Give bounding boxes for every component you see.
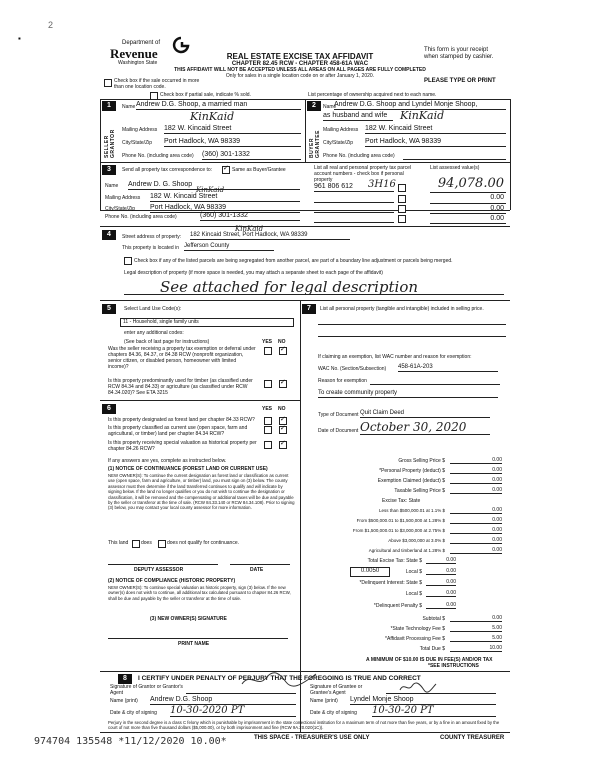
parcel-1[interactable]: 961 806 612 [314,183,394,192]
notice-1-body: NEW OWNER(S): To continue the current designation as forest land or classification as current use (open space, farm and agriculture, or timber) land, you must sign on (3) below. The county assessor must then determine if the land transferred continues to qualify and will indicate by signing below. If the land no longer qualifies or you do not wish to continue the designation or classification, it will be removed and the compensating or additional taxes will be due and payable by the seller or transferor at the time of sale. (RCW 84.33.140 or RCW 84.34.108). Prior to signing (3) below, you may contact your local county assessor for more information. [108,473,295,511]
exemption-claim-label: If claiming an exemption, list WAC number and reason for exemption: [318,354,472,360]
doc-type-value[interactable]: Quit Claim Deed [360,410,490,418]
ag-value[interactable]: 0.00 [450,547,502,554]
tax-addr-handwriting: KinKaid [196,186,225,194]
form-chapter: CHAPTER 82.45 RCW - CHAPTER 458-61A WAC [231,61,369,67]
s6-yes-header: YES [262,406,273,412]
dor-logo [110,40,180,66]
same-as-buyer-label: Same as Buyer/Grantee [232,167,286,173]
street-handwriting: KinKaid [235,225,264,233]
tax-phone[interactable]: (360) 301-1332 [200,212,300,221]
corner-mark: 2 [48,20,54,30]
form-warning: THIS AFFIDAVIT WILL NOT BE ACCEPTED UNLESS ALL AREAS ON ALL PAGES ARE FULLY COMPLETED [174,67,426,73]
grantee-sig-label: Signature of Grantee or Grantee's Agent [310,684,363,696]
tax-address[interactable]: 182 W. Kincaid Street [150,193,300,202]
reason-value[interactable]: To create community property [318,390,498,398]
buyer-phone[interactable] [403,151,506,160]
parcel-1-value[interactable]: 94,078.00 [437,176,504,191]
recording-stamp: 974704 135548 *11/12/2020 10.00* [34,736,227,747]
section-5-number: 5 [102,304,116,314]
see-back-label: (See back of last page for instructions) [124,339,210,345]
buyer-name[interactable]: Andrew D.G. Shoop and Lyndel Monje Shoop, [334,101,506,110]
revenue-swirl-icon [172,36,190,56]
perjury-notice: Perjury in the second degree is a class C felony which is punishable by imprisonment in the state correctional institution for a maximum term of not more than five years, or by a fine in an amount fixed by the court of not more than five thousand dollars ($5,000.00), or by both imprisonment and fine (RCW 9A.20.020(1C)). [108,720,500,731]
buyer-address[interactable]: 182 W. Kincaid Street [365,125,506,134]
grantor-date[interactable]: 10-30-2020 PT [170,705,296,717]
subtotal-value[interactable]: 0.00 [450,615,502,622]
buyer-label: BUYER GRANTEE [309,130,321,158]
logo-dept: Department of [122,40,161,46]
seller-city-label: City/State/Zip [122,140,153,146]
affidavit-fee-label: *Affidavit Processing Fee $ [385,636,445,642]
grantor-date-label: Date & city of signing [110,710,157,716]
s6-q3-yes[interactable] [264,441,272,449]
assessor-date-label: DATE [250,567,264,573]
s5-q1-yes[interactable] [264,347,272,355]
buyer-city[interactable]: Port Hadlock, WA 98339 [365,138,506,147]
tax-name[interactable]: Andrew D. G. Shoop [128,181,300,190]
s6-q1-yes[interactable] [264,417,272,425]
seller-name-label: Name [122,104,136,110]
total-state-label: Total Excise Tax: State $ [367,558,422,564]
county-treasurer-label: COUNTY TREASURER [440,735,505,741]
buyer-address-label: Mailing Address [323,127,359,133]
gross-value[interactable]: 0.00 [450,457,502,464]
street-address[interactable]: 182 Kincaid Street, Port Hadlock, WA 98339 [190,232,350,240]
notice-2-body: NEW OWNER(S): To continue special valuation as historic property, sign (3) below. If the new owner(s) does not wish to continue, all additional tax calculated pursuant to chapter 84.26 RCW, shall be due and payable by the seller or transferor at the time of sale. [108,585,291,601]
certify-statement: I CERTIFY UNDER PENALTY OF PERJURY THAT THE FOREGOING IS TRUE AND CORRECT [138,675,421,682]
local-label: Local $ [405,569,422,575]
gross-label: Gross Selling Price $ [398,458,445,464]
seller-phone[interactable]: (360) 301-1332 [202,151,301,160]
land-does-not-checkbox[interactable] [158,540,166,548]
county-value[interactable]: Jefferson County [184,243,274,251]
total-state-value[interactable]: 0.00 [426,557,456,564]
parcel-1-personal-checkbox[interactable] [398,184,406,192]
section-2-number: 2 [307,101,321,111]
bracket-1-label: Less than $500,000.01 at 1.1% $ [378,508,445,513]
tech-fee-label: *State Technology Fee $ [390,626,445,632]
section-6-number: 6 [102,404,116,414]
tax-city[interactable]: Port Hadlock, WA 98339 [150,204,300,213]
grantee-name[interactable]: Lyndel Monje Shoop [350,696,496,705]
s6-no-header: NO [278,406,286,412]
parcel-2-personal-checkbox[interactable] [398,195,406,203]
s6-q2: Is this property classified as current use (open space, farm and agricultural, or timber) land per chapter 84.34 RCW? [108,425,248,437]
affidavit-fee-value[interactable]: 5.00 [450,635,502,642]
doc-type-label: Type of Document [318,412,359,418]
delinquent-state-label: *Delinquent Interest: State $ [359,580,422,586]
form-only-for: Only for sales in a single location code on or after January 1, 2020. [225,73,375,79]
s5-q2-no[interactable] [279,380,287,388]
multi-location-label: Check box if the sale occurred in more than one location code. [114,78,200,90]
new-owner-signature-label: (3) NEW OWNER(S) SIGNATURE [150,616,227,622]
ag-label: Agricultural and timberland at 1.28% $ [368,548,445,553]
deputy-assessor-label: DEPUTY ASSESSOR [134,567,184,573]
seller-phone-label: Phone No. (including area code) [122,153,194,159]
form-title: REAL ESTATE EXCISE TAX AFFIDAVIT [226,52,374,61]
doc-date-label: Date of Document [318,428,359,434]
notice-1-title: (1) NOTICE OF CONTINUANCE (FOREST LAND OR CURRENT USE) [108,466,268,472]
seller-city[interactable]: Port Hadlock, WA 98339 [164,138,301,147]
logo-revenue: Revenue [110,46,158,61]
s5-no-header: NO [278,339,286,345]
s5-q2-yes[interactable] [264,380,272,388]
exemption-value[interactable]: 0.00 [450,477,502,484]
treasurer-use-label: THIS SPACE - TREASURER'S USE ONLY [254,735,370,741]
wac-label: WAC No. (Section/Subsection) [318,366,387,372]
bracket-4-label: Above $3,000,000 at 3.0% $ [388,538,445,543]
please-type: PLEASE TYPE OR PRINT [424,78,496,84]
taxable-value[interactable]: 0.00 [450,487,502,494]
land-use-select[interactable]: 11 - Household, single family units [120,318,294,327]
tax-name-label: Name [105,183,119,189]
buyer-city-label: City/State/Zip [323,140,354,146]
penalty-value[interactable]: 0.00 [426,602,456,609]
tax-address-label: Mailing Address [105,195,141,201]
print-name-label: PRINT NAME [178,641,210,647]
receipt-note: This form is your receipt when stamped by cashier. [424,47,494,60]
grantee-signature-icon [398,680,438,694]
s5-q2: Is this property predominantly used for timber (as classified under RCW 84.34 and 84.33) or agriculture (as classified under RCW 84.34.020)? See ETA 3215 [108,378,253,396]
s5-q1: Was the seller receiving a property tax exemption or deferral under chapters 84.36, 84.37, or 84.38 RCW (nonprofit organization, senior citizen, or disabled person, homeowner with limited income)? [108,346,256,370]
tax-city-label: City/State/Zip [105,206,136,212]
s6-q3-no[interactable] [279,441,287,449]
wac-value[interactable]: 458-61A-203 [398,364,498,372]
parcel-1-handwriting: 3H16 [368,179,396,190]
logo-state: Washington State [118,60,158,66]
subtotal-label: Subtotal $ [422,616,445,622]
section-7-number: 7 [302,304,316,314]
parcel-3-value[interactable]: 0.00 [490,205,504,212]
multi-location-checkbox[interactable] [104,79,112,87]
excise-state-label: Excise Tax: State [382,498,421,504]
section-3-number: 3 [102,165,116,175]
see-instructions: *SEE INSTRUCTIONS [428,663,479,669]
total-due-label: Total Due $ [419,646,445,652]
legal-label: Legal description of property (if more space is needed, you may attach a separate sheet to each page of the affidavit) [124,270,383,276]
additional-codes-label: enter any additional codes: [124,330,184,336]
parcel-3-personal-checkbox[interactable] [398,205,406,213]
parcels-value-header: List assessed value(s) [430,165,480,171]
bracket-2-label: From $500,000.01 to $1,500,000 at 1.28% $ [356,518,445,523]
delinquent-state-value[interactable]: 0.00 [426,579,456,586]
buyer-name-2[interactable]: as husband and wife [323,112,393,121]
seller-name[interactable]: Andrew D.G. Shoop, a married man [136,101,301,110]
doc-date-value[interactable]: October 30, 2020 [360,420,490,435]
taxable-label: Taxable Selling Price $ [394,488,445,494]
exemption-label: Exemption Claimed (deduct) $ [377,478,445,484]
bracket-1-value[interactable]: 0.00 [450,507,502,514]
s5-q1-no[interactable] [279,347,287,355]
seller-address[interactable]: 182 W. Kincaid Street [164,125,301,134]
delinquent-local-value[interactable]: 0.00 [426,590,456,597]
legal-description[interactable]: See attached for legal description [160,278,419,296]
minimum-note: A MINIMUM OF $10.00 IS DUE IN FEE(S) AND/OR TAX [366,657,493,663]
bracket-3-value[interactable]: 0.00 [450,527,502,534]
bracket-2-value[interactable]: 0.00 [450,517,502,524]
parcel-2-value[interactable]: 0.00 [490,194,504,201]
delinquent-local-label: Local $ [405,591,422,597]
segregated-label: Check box if any of the listed parcels are being segregated from another parcel, are part of a boundary line adjustment or parcels being merged. [134,258,453,264]
tech-fee-value[interactable]: 5.00 [450,625,502,632]
s6-q3: Is this property receiving special valuation as historical property per chapter 84.26 RCW? [108,440,257,452]
personal-property-label: List all personal property (tangible and intangible) included in selling price. [320,306,484,312]
notice-2-title: (2) NOTICE OF COMPLIANCE (HISTORIC PROPERTY) [108,578,236,584]
local-rate[interactable]: 0.0050 [350,567,390,577]
total-due-value[interactable]: 10.00 [450,645,502,652]
grantor-sig-label: Signature of Grantor or Grantor's Agent [110,684,183,696]
segregated-checkbox[interactable] [124,257,132,265]
list-pct-label: List percentage of ownership acquired next to each name. [308,92,437,98]
margin-dot: ▪ [18,34,21,43]
seller-label: SELLER GRANTOR [104,129,116,158]
tax-phone-label: Phone No. (including area code) [105,214,177,220]
section-8-number: 8 [118,674,132,684]
s6-q1: Is this property designated as forest land per chapter 84.33 RCW? [108,417,255,423]
grantee-name-label: Name (print) [310,698,338,704]
land-use-label: Select Land Use Code(s): [124,306,182,312]
county-label: This property is located in [122,245,179,251]
penalty-label: *Delinquent Penalty $ [373,603,422,609]
buyer-name-handwriting: KinKaid [400,109,445,122]
section-4-number: 4 [102,230,116,240]
grantor-name[interactable]: Andrew D.G. Shoop [150,696,296,705]
s6-q2-no[interactable] [279,426,287,434]
seller-address-label: Mailing Address [122,127,158,133]
land-does-label: does [141,540,152,546]
street-label: Street address of property: [122,234,182,240]
grantor-signature-icon [240,670,320,690]
parcels-header: List all real and personal property tax parcel account numbers - check box if personal property [314,165,411,183]
s5-yes-header: YES [262,339,273,345]
same-as-buyer-checkbox[interactable] [222,166,230,174]
seller-name-handwriting: KinKaid [190,110,235,123]
s6-q2-yes[interactable] [264,426,272,434]
section-1-number: 1 [102,101,116,111]
parcel-4-value[interactable]: 0.00 [490,215,504,222]
local-value[interactable]: 0.00 [426,568,456,575]
bracket-4-value[interactable]: 0.00 [450,537,502,544]
personal-label: *Personal Property (deduct) $ [379,468,445,474]
parcel-4-personal-checkbox[interactable] [398,215,406,223]
if-any-yes: If any answers are yes, complete as instructed below. [108,458,227,464]
land-does-checkbox[interactable] [132,540,140,548]
grantee-date[interactable]: 10-30-20 PT [372,705,496,717]
this-land-label: This land [108,540,129,546]
buyer-name-label: Name [323,104,337,110]
grantor-name-label: Name (print) [110,698,138,704]
reason-label: Reason for exemption [318,378,367,384]
bracket-3-label: From $1,500,000.01 to $3,000,000 at 2.75% $ [352,528,445,533]
land-does-not-label: does not qualify for continuance. [167,540,239,546]
partial-sale-label: Check box if partial sale, indicate % sold. [160,92,251,98]
personal-value[interactable]: 0.00 [450,467,502,474]
grantee-date-label: Date & city of signing [310,710,357,716]
tax-corr-label: Send all property tax correspondence to: [122,167,213,173]
buyer-phone-label: Phone No. (including area code) [323,153,395,159]
